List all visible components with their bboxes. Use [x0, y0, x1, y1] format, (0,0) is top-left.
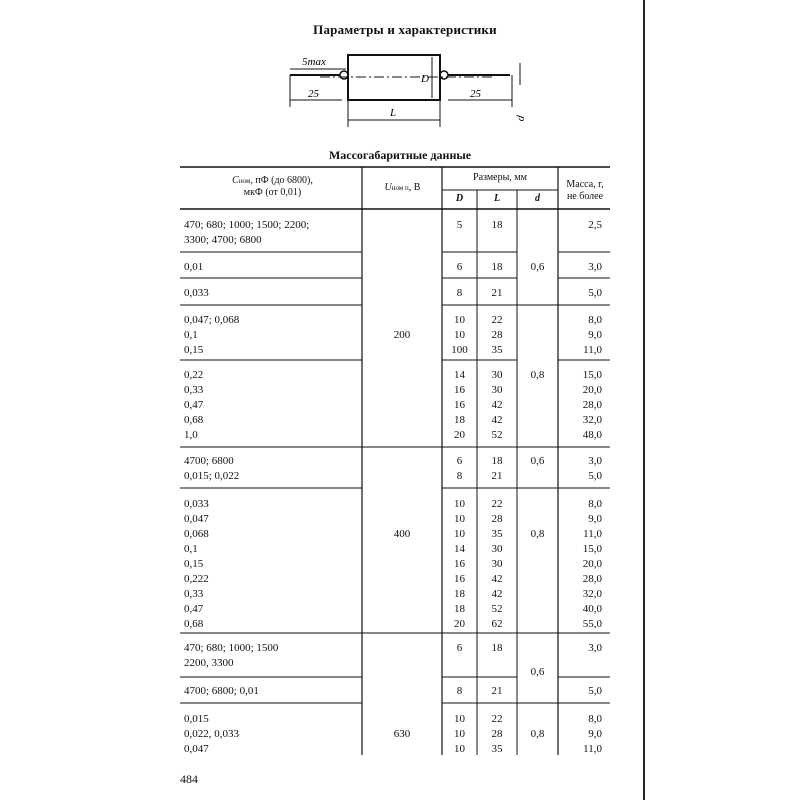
cap-cell: 470; 680; 1000; 1500 2200, 3300 — [184, 642, 279, 669]
D-cell: 5 — [456, 219, 463, 231]
mass-cell: 5,0 — [588, 685, 602, 697]
mass-cell: 3,0 — [588, 642, 602, 654]
col-D-header: D — [455, 193, 464, 204]
D-cell: 10 10 100 — [451, 314, 468, 356]
D-cell: 6 — [456, 261, 463, 273]
D-cell: 14 16 16 18 20 — [454, 369, 465, 441]
L-cell: 21 — [491, 685, 503, 697]
cap-cell: 0,22 0,33 0,47 0,68 1,0 — [184, 369, 204, 441]
L-cell: 18 — [491, 219, 503, 231]
mass-cell: 8,0 9,0 11,0 15,0 20,0 28,0 32,0 40,0 55,0 — [582, 498, 602, 630]
D-cell: 6 8 — [456, 455, 463, 482]
capacitance-header: Cном, пФ (до 6800), мкФ (от 0,01) — [232, 175, 313, 198]
dim-d-label: d — [514, 114, 528, 123]
page-edge-line — [643, 0, 645, 800]
mass-cell: 5,0 — [588, 287, 602, 299]
mass-header: Масса, г, не более — [566, 179, 604, 202]
dim-L-label: L — [390, 107, 397, 119]
capacitor-diagram — [280, 45, 530, 130]
sizes-header: Размеры, мм — [473, 172, 527, 183]
L-cell: 22 28 35 — [491, 713, 503, 755]
D-cell: 8 — [456, 685, 463, 697]
cap-cell: 4700; 6800; 0,01 — [184, 685, 259, 697]
cap-cell: 0,033 — [184, 287, 209, 299]
lead-left-label: 25 — [308, 88, 319, 100]
L-cell: 30 30 42 42 52 — [491, 369, 503, 441]
D-cell: 10 10 10 14 16 16 18 18 20 — [454, 498, 465, 630]
d-cell: 0,8 — [530, 528, 545, 540]
cap-cell: 4700; 6800 0,015; 0,022 — [184, 455, 240, 482]
lead-max-label: 5max — [302, 56, 326, 68]
D-cell: 6 — [456, 642, 463, 654]
cap-cell: 0,015 0,022, 0,033 0,047 — [184, 713, 239, 755]
cap-cell: 0,033 0,047 0,068 0,1 0,15 0,222 0,33 0,47 0,68 — [184, 498, 209, 630]
voltage-header: Uном п, В — [384, 182, 421, 193]
mass-cell: 8,0 9,0 11,0 — [583, 314, 602, 356]
mass-cell: 8,0 9,0 11,0 — [583, 713, 602, 755]
L-cell: 22 28 35 30 30 42 42 52 62 — [491, 498, 503, 630]
d-cell: 0,6 — [530, 666, 545, 678]
d-cell: 0,8 — [530, 369, 545, 381]
dimensions-table — [180, 165, 610, 755]
page-title: Параметры и характеристики — [313, 22, 497, 37]
mass-cell: 3,0 5,0 — [588, 455, 602, 482]
dim-D-label: D — [421, 73, 429, 85]
L-cell: 18 — [491, 261, 503, 273]
table-title: Массогабаритные данные — [328, 148, 472, 162]
lead-right-label: 25 — [470, 88, 481, 100]
d-cell: 0,6 — [530, 455, 545, 467]
voltage-cell: 200 — [393, 329, 411, 341]
voltage-cell: 400 — [393, 528, 411, 540]
mass-cell: 15,0 20,0 28,0 32,0 48,0 — [582, 369, 602, 441]
voltage-cell: 630 — [393, 728, 411, 740]
L-cell: 18 21 — [491, 455, 503, 482]
col-d-header: d — [535, 193, 540, 204]
mass-cell: 2,5 — [588, 219, 602, 231]
L-cell: 22 28 35 — [491, 314, 503, 356]
cap-cell: 0,01 — [184, 261, 204, 273]
D-cell: 10 10 10 — [454, 713, 465, 755]
D-cell: 8 — [456, 287, 463, 299]
cap-cell: 0,047; 0,068 0,1 0,15 — [184, 314, 240, 356]
cap-cell: 470; 680; 1000; 1500; 2200; 3300; 4700; 6800 — [184, 219, 310, 246]
d-cell: 0,8 — [530, 728, 545, 740]
page-number: 484 — [180, 772, 198, 786]
d-cell: 0,6 — [530, 261, 545, 273]
mass-cell: 3,0 — [588, 261, 602, 273]
L-cell: 21 — [491, 287, 503, 299]
col-L-header: L — [493, 193, 501, 204]
L-cell: 18 — [491, 642, 503, 654]
